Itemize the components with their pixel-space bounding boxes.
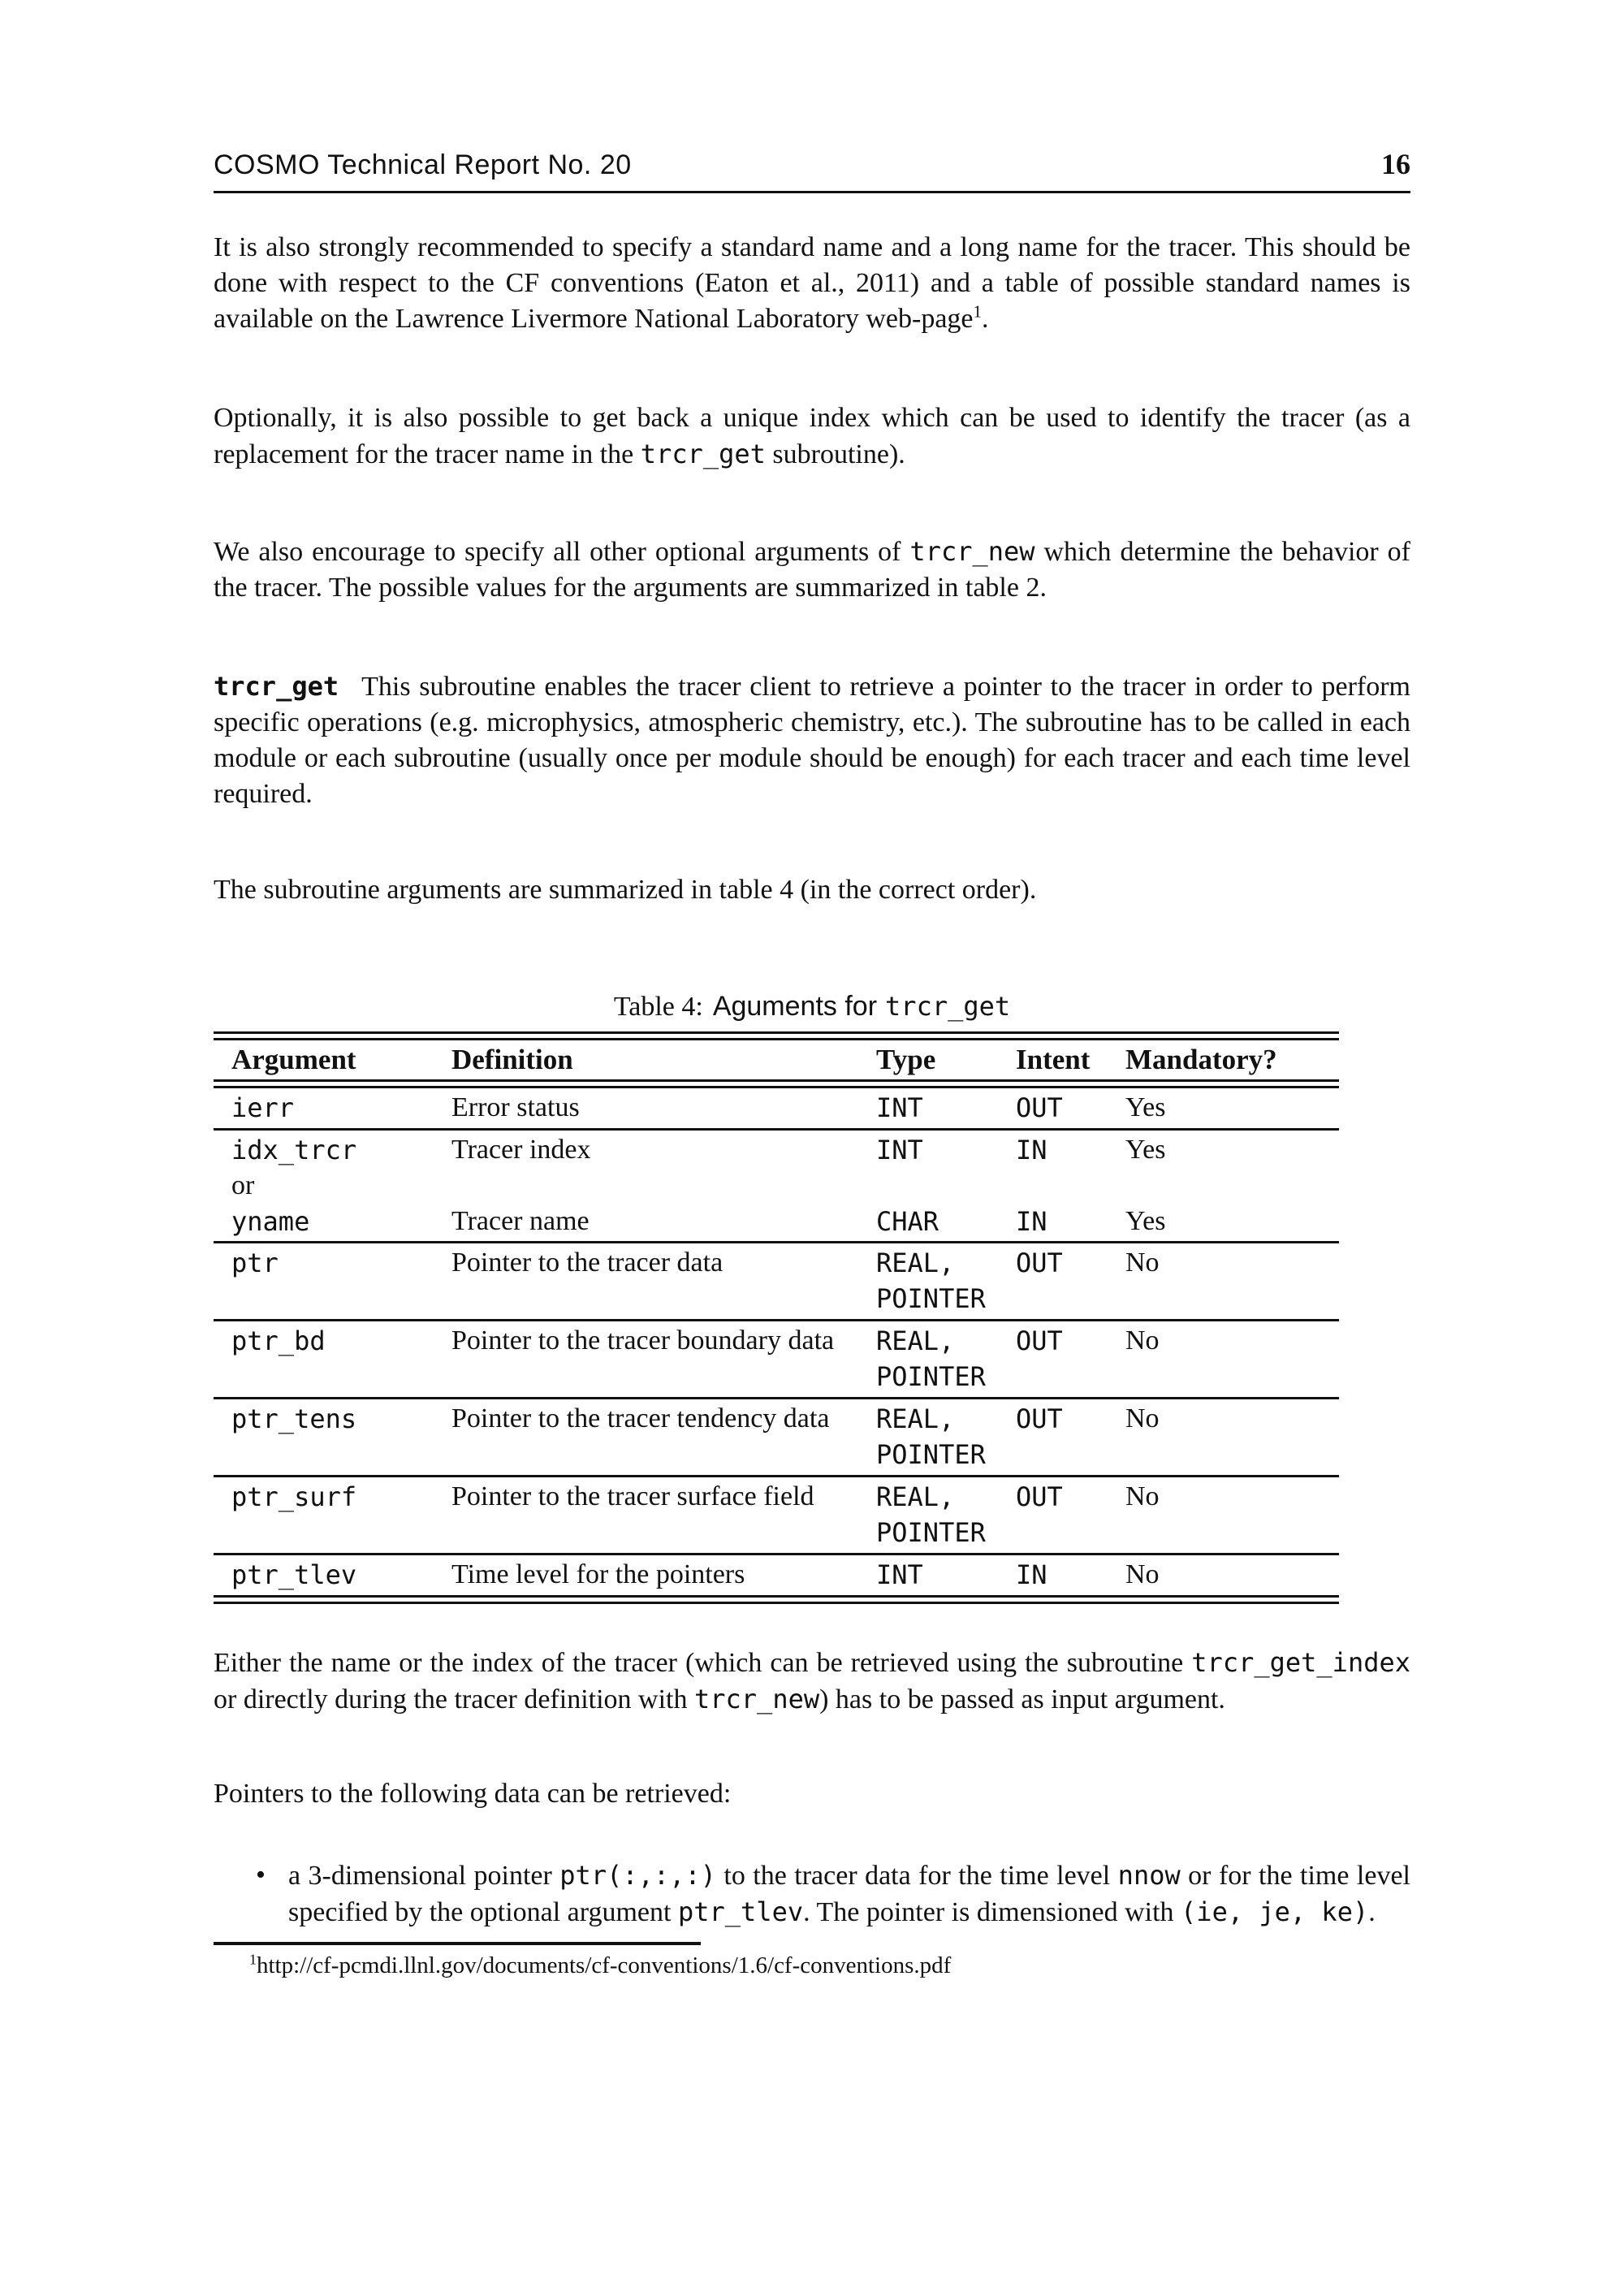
table-row-idx-trcr xyxy=(214,1130,1339,1169)
col-header-definition: Definition xyxy=(451,1044,573,1075)
cell-mandatory: No xyxy=(1125,1559,1160,1589)
table-rule-top xyxy=(214,1033,1339,1040)
cell-intent: OUT xyxy=(1016,1477,1125,1554)
cell-argument: ptr_tens xyxy=(214,1399,451,1477)
text-segment: 1 xyxy=(973,301,983,322)
table-row-ptr-tlev xyxy=(214,1554,1339,1597)
cell-definition: Error status xyxy=(451,1087,876,1130)
paragraph-optional-arguments xyxy=(214,534,1410,606)
text-segment: a 3-dimensional pointer xyxy=(288,1861,560,1891)
text-segment: . xyxy=(1368,1897,1376,1927)
cell-type: REAL, POINTER xyxy=(876,1243,1016,1321)
text-segment: Optionally, it is also possible to get back a unique index which can be used to identify the tracer (as a replacement for the tracer name in the xyxy=(214,403,1410,469)
text-segment: Either the name or the index of the tracer (which can be retrieved using the subroutine xyxy=(214,1648,1192,1678)
table-caption-text: Aguments for xyxy=(712,991,878,1022)
text-segment: Pointers to the following data can be retrieved: xyxy=(214,1779,732,1809)
cell-argument: ptr_bd xyxy=(214,1321,451,1399)
col-header-mandatory: Mandatory? xyxy=(1125,1044,1277,1075)
cell-argument: or xyxy=(231,1170,255,1200)
bullet-list xyxy=(214,1857,1410,1931)
list-item-3d-pointer xyxy=(256,1857,1410,1931)
text-segment: ptr_tlev xyxy=(677,1896,804,1927)
footnote-marker: 1 xyxy=(249,1951,257,1968)
cell-intent: IN xyxy=(1016,1559,1047,1590)
paragraph-unique-index xyxy=(214,400,1410,473)
cell-argument: ptr xyxy=(214,1243,451,1321)
cell-argument: yname xyxy=(214,1204,451,1243)
cell-type: REAL, POINTER xyxy=(876,1399,1016,1477)
text-segment: The subroutine arguments are summarized in table 4 (in the correct order). xyxy=(214,875,1037,905)
page-number: 16 xyxy=(1381,148,1410,180)
col-header-argument: Argument xyxy=(231,1044,356,1075)
text-segment: . The pointer is dimensioned with xyxy=(803,1897,1181,1927)
cell-type: CHAR xyxy=(876,1204,1016,1243)
table-row-ptr-surf xyxy=(214,1477,1339,1554)
bullet-icon: • xyxy=(256,1860,266,1890)
text-segment: trcr_get xyxy=(640,439,766,469)
text-segment: subroutine). xyxy=(765,439,905,469)
text-segment: or directly during the tracer definition with xyxy=(214,1684,694,1714)
cell-definition xyxy=(451,1168,876,1204)
table-row-yname xyxy=(214,1204,1339,1243)
cell-intent: OUT xyxy=(1016,1321,1125,1399)
table-rule-bottom xyxy=(214,1597,1339,1603)
text-segment: ) has to be passed as input argument. xyxy=(819,1684,1225,1714)
cell-argument: idx_trcr xyxy=(231,1135,357,1165)
cell-definition: Tracer name xyxy=(451,1204,876,1243)
text-segment: This subroutine enables the tracer client to retrieve a pointer to the tracer in order to perform specific operations (e.g. microphysics, atmospheric chemistry, etc.). The subroutine has to be called in each module or each subroutine (usually once per module should be enough) for each tracer and each time level required. xyxy=(214,672,1410,809)
arguments-table xyxy=(214,1031,1339,1604)
cell-mandatory: Yes xyxy=(1125,1087,1339,1130)
table-header-row xyxy=(214,1040,1339,1081)
cell-definition: Pointer to the tracer tendency data xyxy=(451,1399,876,1477)
cell-intent xyxy=(1016,1168,1125,1204)
cell-intent: IN xyxy=(1016,1135,1047,1165)
text-segment: trcr_get_index xyxy=(1191,1647,1410,1678)
text-segment: ptr(:,:,:) xyxy=(559,1860,716,1891)
cell-type: INT xyxy=(876,1559,923,1590)
paragraph-trcr-get xyxy=(214,668,1410,812)
text-segment: trcr_get xyxy=(214,671,339,702)
page-header xyxy=(214,146,1410,193)
text-segment: trcr_new xyxy=(909,536,1035,567)
text-segment: We also encourage to specify all other optional arguments of xyxy=(214,537,910,567)
cell-mandatory: No xyxy=(1125,1243,1339,1321)
table-row-ierr xyxy=(214,1087,1339,1130)
text-segment: or for the time level specified by the optional argument xyxy=(288,1861,1410,1927)
footnote-rule xyxy=(214,1942,701,1945)
text-segment: which determine the behavior of the tracer. The possible values for the arguments are summarized in table 2. xyxy=(214,537,1410,603)
table-row-or xyxy=(214,1168,1339,1204)
cell-definition: Tracer index xyxy=(451,1135,591,1165)
cell-argument: ierr xyxy=(214,1087,451,1130)
table-row-ptr-bd xyxy=(214,1321,1339,1399)
list-item-text xyxy=(288,1861,1410,1927)
cell-argument: ptr_surf xyxy=(214,1477,451,1554)
text-segment: (ie, je, ke) xyxy=(1181,1896,1369,1927)
table-rule-header xyxy=(214,1081,1339,1087)
footnote-url: http://cf-pcmdi.llnl.gov/documents/cf-conventions/1.6/cf-conventions.pdf xyxy=(256,1952,952,1978)
table-caption-code: trcr_get xyxy=(885,991,1011,1022)
paragraph-table-reference xyxy=(214,872,1410,908)
cell-type: REAL, POINTER xyxy=(876,1321,1016,1399)
cell-mandatory: No xyxy=(1125,1321,1339,1399)
cell-definition: Pointer to the tracer surface field xyxy=(451,1477,876,1554)
col-header-intent: Intent xyxy=(1016,1044,1091,1075)
col-header-type: Type xyxy=(876,1044,936,1075)
page-content xyxy=(214,0,1410,1981)
cell-mandatory: No xyxy=(1125,1399,1339,1477)
text-segment: . xyxy=(982,304,989,334)
cell-mandatory xyxy=(1125,1168,1339,1204)
table-caption-label: Table 4: xyxy=(613,992,703,1022)
cell-definition: Pointer to the tracer data xyxy=(451,1243,876,1321)
table-row-ptr-tens xyxy=(214,1399,1339,1477)
paragraph-pointers-intro xyxy=(214,1776,1410,1812)
paragraph-name-or-index xyxy=(214,1645,1410,1718)
cell-mandatory: Yes xyxy=(1125,1135,1166,1165)
cell-mandatory: No xyxy=(1125,1477,1339,1554)
cell-type: INT xyxy=(876,1135,923,1165)
cell-type: INT xyxy=(876,1087,1016,1130)
report-title: COSMO Technical Report No. 20 xyxy=(214,149,632,180)
cell-type xyxy=(876,1168,1016,1204)
cell-mandatory: Yes xyxy=(1125,1204,1339,1243)
cell-intent: OUT xyxy=(1016,1399,1125,1477)
cell-intent: IN xyxy=(1016,1204,1125,1243)
cell-intent: OUT xyxy=(1016,1087,1125,1130)
paragraph-standard-name xyxy=(214,230,1410,337)
text-segment: It is also strongly recommended to specify a standard name and a long name for the tracer. This should be done with respect to the CF conventions (Eaton et al., 2011) and a table of possible standard names is available on the Lawrence Livermore National Laboratory web-page xyxy=(214,232,1410,334)
text-segment: trcr_new xyxy=(693,1684,820,1714)
cell-argument: ptr_tlev xyxy=(231,1559,357,1590)
cell-type: REAL, POINTER xyxy=(876,1477,1016,1554)
footnote xyxy=(214,1950,1410,1981)
text-segment: to the tracer data for the time level xyxy=(715,1861,1118,1891)
table-caption xyxy=(214,988,1410,1025)
cell-definition: Time level for the pointers xyxy=(451,1559,745,1589)
cell-intent: OUT xyxy=(1016,1243,1125,1321)
table-row-ptr xyxy=(214,1243,1339,1321)
cell-definition: Pointer to the tracer boundary data xyxy=(451,1321,876,1399)
text-segment: nnow xyxy=(1117,1860,1181,1891)
